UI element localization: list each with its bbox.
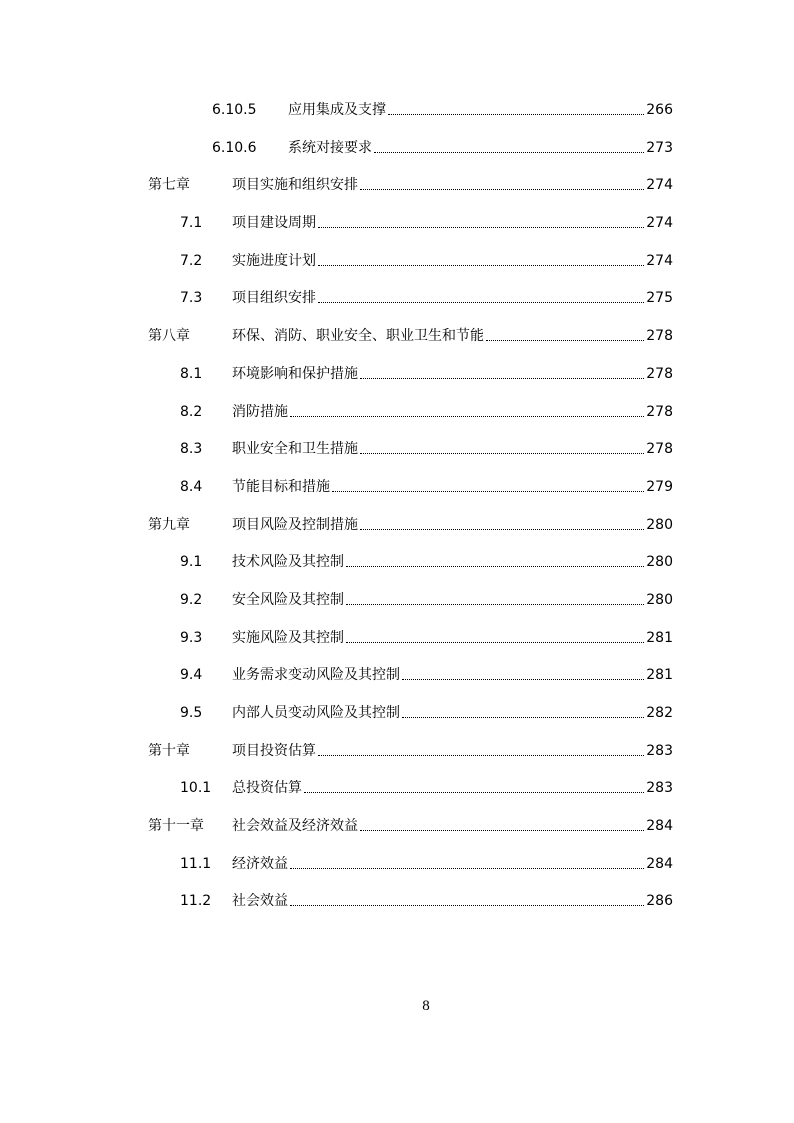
toc-entry[interactable] — [0, 882, 794, 920]
toc-entry-number: 9.4 — [180, 667, 203, 684]
toc-entry-line — [232, 251, 673, 271]
toc-entry-page: 283 — [646, 742, 673, 759]
toc-entry[interactable] — [0, 694, 794, 732]
toc-entry-line — [232, 891, 673, 911]
toc-entry-page: 275 — [646, 290, 673, 307]
toc-entry-number: 9.3 — [180, 629, 203, 646]
dot-leader — [318, 741, 644, 756]
dot-leader — [360, 439, 644, 454]
toc-entry-page: 266 — [646, 102, 673, 118]
dot-leader — [360, 816, 644, 831]
toc-entry-title: 技术风险及其控制 — [232, 554, 344, 571]
toc-entry-line — [232, 552, 673, 572]
toc-entry-page: 284 — [646, 855, 673, 872]
toc-entry-title: 消防措施 — [232, 403, 288, 420]
toc-entry-page: 281 — [646, 667, 673, 684]
toc-entry[interactable] — [0, 769, 794, 807]
toc-entry-number: 6.10.6 — [212, 139, 257, 156]
dot-leader — [374, 138, 644, 153]
toc-entry-page: 274 — [646, 215, 673, 232]
toc-entry-line — [232, 854, 673, 874]
toc-entry-line — [288, 100, 673, 120]
toc-entry-line — [232, 477, 673, 497]
toc-entry-title: 社会效益及经济效益 — [232, 818, 358, 835]
toc-entry-number: 8.1 — [180, 365, 203, 382]
dot-leader — [360, 515, 644, 530]
toc-entry[interactable] — [0, 543, 794, 581]
dot-leader — [402, 703, 644, 718]
toc-entry-number: 9.1 — [180, 554, 203, 571]
toc-entry-line — [232, 326, 673, 346]
toc-entry-page: 280 — [646, 554, 673, 571]
toc-entry-page: 286 — [646, 893, 673, 910]
toc-entry[interactable] — [0, 732, 794, 770]
toc-entry[interactable] — [0, 807, 794, 845]
toc-entry[interactable] — [0, 317, 794, 355]
toc-entry-line — [232, 665, 673, 685]
table-of-contents — [0, 91, 794, 920]
toc-entry-number: 8.4 — [180, 478, 203, 495]
toc-entry-title: 总投资估算 — [232, 780, 302, 797]
toc-entry-line — [232, 628, 673, 648]
toc-entry-page: 278 — [646, 365, 673, 382]
dot-leader — [388, 100, 644, 115]
toc-entry-number: 9.5 — [180, 705, 203, 721]
toc-entry-number: 第十一章 — [148, 818, 204, 835]
toc-entry-page: 273 — [646, 139, 673, 156]
toc-entry-number: 8.2 — [180, 403, 203, 420]
dot-leader — [318, 213, 644, 228]
dot-leader — [360, 175, 644, 190]
toc-entry-line — [232, 703, 673, 723]
toc-entry[interactable] — [0, 91, 794, 129]
dot-leader — [290, 891, 644, 906]
toc-entry[interactable] — [0, 468, 794, 506]
dot-leader — [318, 251, 644, 266]
toc-entry-title: 项目实施和组织安排 — [232, 177, 358, 194]
toc-entry-page: 284 — [646, 818, 673, 835]
dot-leader — [290, 854, 644, 869]
toc-entry-number: 7.3 — [180, 290, 203, 307]
toc-entry[interactable] — [0, 506, 794, 544]
toc-entry[interactable] — [0, 619, 794, 657]
toc-entry-line — [232, 515, 673, 535]
toc-entry-page: 281 — [646, 629, 673, 646]
toc-entry-number: 第九章 — [148, 516, 190, 533]
toc-entry[interactable] — [0, 845, 794, 883]
toc-entry-number: 第八章 — [148, 328, 190, 345]
toc-entry-title: 社会效益 — [232, 893, 288, 910]
toc-entry-line — [232, 288, 673, 308]
toc-entry-title: 环保、消防、职业安全、职业卫生和节能 — [232, 328, 484, 345]
toc-entry-title: 经济效益 — [232, 855, 288, 872]
toc-entry-page: 278 — [646, 328, 673, 345]
toc-entry[interactable] — [0, 129, 794, 167]
toc-entry-line — [232, 439, 673, 459]
toc-entry-title: 项目投资估算 — [232, 742, 316, 759]
toc-entry-page: 279 — [646, 478, 673, 495]
toc-entry-title: 应用集成及支撑 — [288, 102, 386, 118]
toc-entry-title: 节能目标和措施 — [232, 478, 330, 495]
toc-entry[interactable] — [0, 204, 794, 242]
toc-entry-number: 8.3 — [180, 441, 203, 458]
toc-entry-number: 第七章 — [148, 177, 190, 194]
toc-entry-page: 274 — [646, 177, 673, 194]
toc-entry-line — [232, 816, 673, 836]
toc-entry[interactable] — [0, 430, 794, 468]
dot-leader — [332, 477, 644, 492]
toc-entry-line — [232, 213, 673, 233]
toc-entry-number: 11.2 — [180, 893, 212, 910]
toc-entry-page: 274 — [646, 252, 673, 269]
toc-entry-title: 业务需求变动风险及其控制 — [232, 667, 400, 684]
toc-entry-page: 278 — [646, 403, 673, 420]
toc-entry-title: 项目建设周期 — [232, 215, 316, 232]
toc-entry-title: 系统对接要求 — [288, 139, 372, 156]
toc-entry-title: 项目风险及控制措施 — [232, 516, 358, 533]
toc-entry-number: 6.10.5 — [212, 102, 257, 118]
toc-entry-title: 实施进度计划 — [232, 252, 316, 269]
toc-entry-number: 7.2 — [180, 252, 203, 269]
toc-entry-number: 第十章 — [148, 742, 190, 759]
toc-entry[interactable] — [0, 355, 794, 393]
dot-leader — [486, 326, 644, 341]
toc-entry[interactable] — [0, 166, 794, 204]
toc-entry[interactable] — [0, 393, 794, 431]
dot-leader — [346, 590, 644, 605]
dot-leader — [346, 552, 644, 567]
toc-entry-title: 安全风险及其控制 — [232, 591, 344, 608]
toc-entry-line — [232, 741, 673, 761]
toc-entry[interactable] — [0, 279, 794, 317]
toc-entry-title: 职业安全和卫生措施 — [232, 441, 358, 458]
toc-entry-line — [288, 138, 673, 158]
toc-entry-title: 项目组织安排 — [232, 290, 316, 307]
toc-entry-page: 283 — [646, 780, 673, 797]
toc-entry-page: 282 — [646, 705, 673, 721]
toc-entry-title: 实施风险及其控制 — [232, 629, 344, 646]
dot-leader — [402, 665, 644, 680]
dot-leader — [290, 402, 644, 417]
toc-entry-page: 280 — [646, 516, 673, 533]
toc-entry[interactable] — [0, 581, 794, 619]
toc-entry-title: 内部人员变动风险及其控制 — [232, 705, 400, 721]
dot-leader — [360, 364, 644, 379]
toc-entry-number: 9.2 — [180, 591, 203, 608]
toc-entry-number: 11.1 — [180, 855, 212, 872]
page-number: 8 — [422, 998, 430, 1014]
toc-entry-line — [232, 778, 673, 798]
toc-entry-line — [232, 175, 673, 195]
toc-entry[interactable] — [0, 242, 794, 280]
toc-entry-line — [232, 590, 673, 610]
toc-entry-number: 7.1 — [180, 215, 203, 232]
toc-entry[interactable] — [0, 656, 794, 694]
toc-entry-title: 环境影响和保护措施 — [232, 365, 358, 382]
dot-leader — [346, 628, 644, 643]
dot-leader — [318, 288, 644, 303]
toc-entry-line — [232, 364, 673, 384]
toc-entry-page: 278 — [646, 441, 673, 458]
toc-entry-line — [232, 402, 673, 422]
dot-leader — [304, 778, 644, 793]
toc-entry-number: 10.1 — [180, 780, 212, 797]
toc-entry-page: 280 — [646, 591, 673, 608]
